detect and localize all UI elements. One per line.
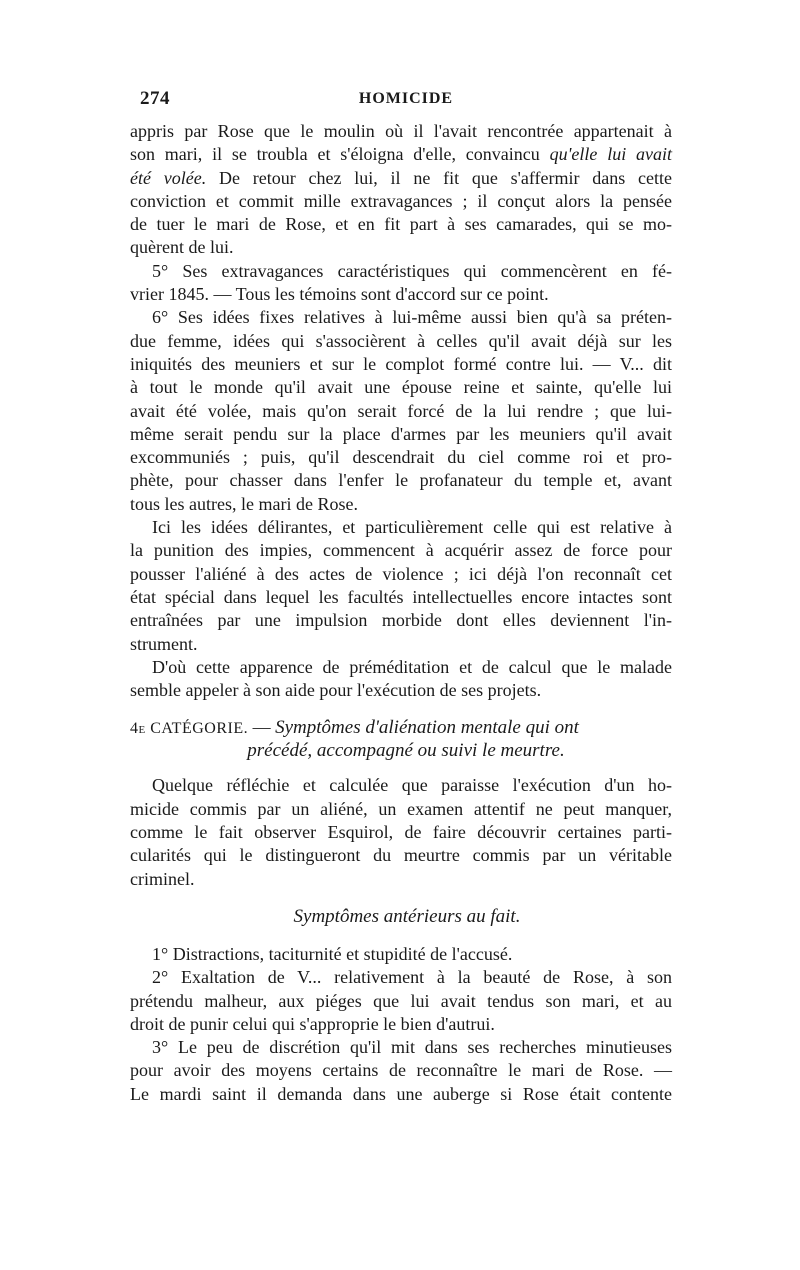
text-line: la punition des impies, commencent à acquérir assez de force pour bbox=[130, 540, 672, 561]
text-line: appris par Rose que le moulin où il l'avait rencontrée appartenait à bbox=[130, 121, 672, 141]
text-line: droit de punir celui qui s'approprie le bien d'autrui. bbox=[130, 1013, 495, 1034]
text-line: phète, pour chasser dans l'enfer le profanateur du temple et, avant bbox=[130, 470, 672, 491]
text-line: iniquités des meuniers et sur le complot formé contre lui. — V... dit bbox=[130, 353, 672, 374]
text-line: semble appeler à son aide pour l'exécution de ses projets. bbox=[130, 680, 542, 701]
text-line: comme le fait observer Esquirol, de faire découvrir certaines parti- bbox=[130, 822, 672, 843]
text-line: 1° Distractions, taciturnité et stupidité de l'accusé. bbox=[152, 943, 513, 964]
spacer bbox=[130, 762, 672, 774]
text-line: Ici les idées délirantes, et particulièrement celle qui est relative à bbox=[152, 517, 672, 538]
text-line: 2° Exaltation de V... relativement à la beauté de Rose, à son bbox=[152, 967, 672, 988]
text-line: Le mardi saint il demanda dans une auberge si Rose était contente bbox=[130, 1083, 672, 1104]
text-line: même serait pendu sur la place d'armes par les meuniers qu'il avait bbox=[130, 423, 672, 444]
text-line: D'où cette apparence de préméditation et de calcul que le malade bbox=[152, 656, 672, 677]
text-line: quèrent de lui. bbox=[130, 237, 234, 258]
text-line: cularités qui le distingueront du meurtre commis par un véritable bbox=[130, 845, 672, 866]
running-title: HOMICIDE bbox=[358, 90, 454, 107]
text-line: due femme, idées qui s'associèrent à celles qu'il avait déjà sur les bbox=[130, 330, 672, 351]
text-line: conviction et commit mille extravagances ; il conçut alors la pensée bbox=[130, 190, 672, 211]
section-title-continued: précédé, accompagné ou suivi le meurtre. bbox=[247, 740, 565, 762]
text-line: à tout le monde qu'il avait une épouse reine et sainte, qu'elle lui bbox=[130, 377, 672, 398]
text-line: entraînées par une impulsion morbide dont elles deviennent l'in- bbox=[130, 610, 672, 631]
page-header bbox=[140, 88, 672, 116]
text-line: strument. bbox=[130, 633, 198, 654]
section-label: 4e CATÉGORIE. bbox=[130, 720, 249, 738]
italic-fragment: qu'elle lui avait bbox=[549, 144, 672, 165]
subheading: Symptômes antérieurs au fait. bbox=[293, 905, 521, 927]
text-line: micide commis par un aliéné, un examen attentif ne peut manquer, bbox=[130, 798, 672, 819]
text-line: avait été volée, mais qu'on serait forcé de la lui rendre ; que lui- bbox=[130, 400, 672, 421]
section-title: Symptômes d'aliénation mentale qui ont bbox=[275, 717, 579, 739]
text-line: état spécial dans lequel les facultés intellectuelles encore intactes sont bbox=[130, 586, 672, 607]
section-heading bbox=[130, 716, 672, 739]
spacer bbox=[130, 702, 672, 716]
spacer bbox=[130, 891, 672, 903]
text-line: 3° Le peu de discrétion qu'il mit dans ses recherches minutieuses bbox=[152, 1037, 672, 1058]
text-line bbox=[130, 167, 672, 190]
text-fragment: son mari, il se troubla et s'éloigna d'elle, convaincu bbox=[130, 144, 550, 165]
text-line: tous les autres, le mari de Rose. bbox=[130, 493, 358, 514]
spacer bbox=[130, 931, 672, 943]
body-text bbox=[130, 120, 672, 1106]
text-line: pousser l'aliéné à des actes de violence ; ici déjà l'on reconnaît cet bbox=[130, 563, 672, 584]
section-dash: — bbox=[248, 717, 276, 738]
text-line: de tuer le mari de Rose, et en fit part à ses camarades, qui se mo- bbox=[130, 214, 672, 235]
text-line: excommuniés ; puis, qu'il descendrait du ciel comme roi et pro- bbox=[130, 447, 672, 468]
text-line: Quelque réfléchie et calculée que paraisse l'exécution d'un ho- bbox=[152, 775, 672, 796]
text-line: pour avoir des moyens certains de reconnaître le mari de Rose. — bbox=[130, 1060, 672, 1081]
italic-fragment: été volée. bbox=[130, 167, 207, 188]
text-line: criminel. bbox=[130, 868, 195, 889]
text-line: vrier 1845. — Tous les témoins sont d'accord sur ce point. bbox=[130, 284, 549, 305]
text-line: prétendu malheur, aux piéges que lui avait tendus son mari, et au bbox=[130, 990, 672, 1011]
text-line: 6° Ses idées fixes relatives à lui-même aussi bien qu'à sa préten- bbox=[152, 307, 672, 328]
page-number: 274 bbox=[140, 88, 170, 109]
text-line bbox=[130, 143, 672, 166]
text-fragment: De retour chez lui, il ne fit que s'affermir dans cette bbox=[206, 167, 672, 188]
text-line: 5° Ses extravagances caractéristiques qui commencèrent en fé- bbox=[152, 260, 672, 281]
